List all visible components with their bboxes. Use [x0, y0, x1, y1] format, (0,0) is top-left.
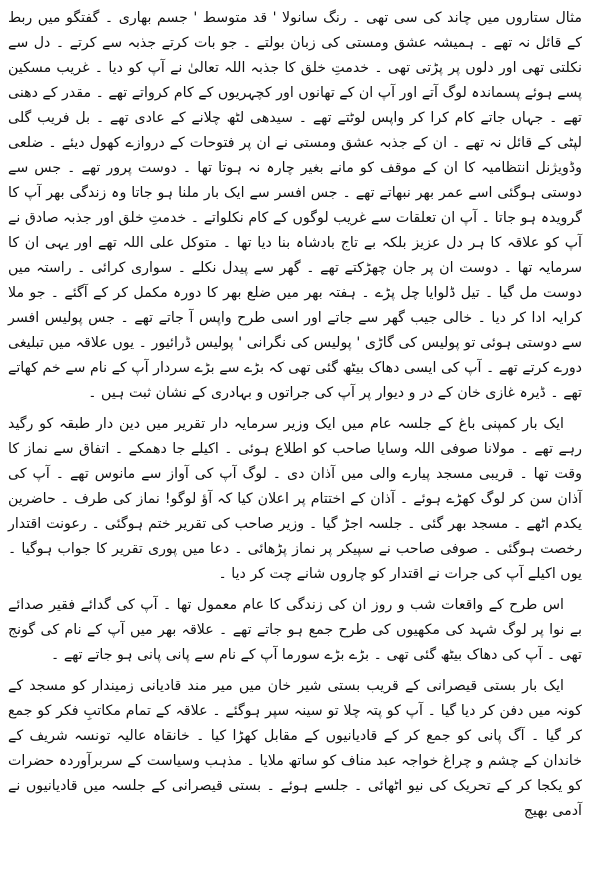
paragraph-2: ایک بار کمپنی باغ کے جلسہ عام میں ایک وزیر سرمایہ دار تقریر میں دین دار طبقہ کو رگید رہے تھے ۔ مولانا صوفی اللہ وسایا صاحب کو اطلاع ہوئی ۔ اکیلے جا دھمکے ۔ اتفاق سے نماز کا وقت تھا ۔ قریبی مسجد پیارے والی میں آذان دی ۔ لوگ آپ کی آواز سے مانوس تھے ۔ آپ کی آذان سن کر لوگ کھڑے ہوئے ۔ آذان کے اختتام پر اعلان کیا کہ آؤ لوگو! نماز کی طرف ۔ حاضرین یکدم اٹھے ۔ مسجد بھر گئی ۔ جلسہ اجڑ گیا ۔ وزیر صاحب کی تقریر ختم ہوگئی ۔ رعونت اقتدار رخصت ہوگئی ۔ صوفی صاحب نے سپیکر پر نماز پڑھائی ۔ دعا میں پوری تقریر کا جواب ہوگیا ۔ یوں اکیلے آپ کی جرات نے اقتدار کو چاروں شانے چت کر دیا ۔ — [8, 416, 582, 582]
paragraph-4: ایک بار بستی قیصرانی کے قریب بستی شیر خان میں میر مند قادیانی زمیندار کو مسجد کے کونہ میں دفن کر دیا گیا ۔ آپ کو پتہ چلا تو سینہ سپر ہوگئے ۔ علاقہ کے تمام مکاتبِ فکر کو جمع کر گیا ۔ آگ پانی کو جمع کر کے قادیانیوں کے مقابل کھڑا کیا ۔ خانقاہ عالیہ تونسہ شریف کے خاندان کے چشم و چراغ خواجہ عبد مناف کو ساتھ ملایا ۔ مذہب وسیاست کے سربرآوردہ حضرات کو یکجا کر کے تحریک کی نیو اٹھائی ۔ جلسے ہوئے ۔ بستی قیصرانی کے جلسہ میں قادیانیوں نے آدمی بھیج — [8, 678, 582, 819]
paragraph-3: اس طرح کے واقعات شب و روز ان کی زندگی کا عام معمول تھا ۔ آپ کی گدائے فقیر صدائے بے نوا پر لوگ شہد کی مکھیوں کی طرح جمع ہو جاتے تھے ۔ علاقہ بھر میں آپ کے نام کی گونج تھی ۔ آپ کی دھاک بیٹھ گئی تھی ۔ بڑے بڑے سورما آپ کے نام سے پانی پانی ہو جاتے تھے ۔ — [8, 597, 582, 663]
paragraph-1: مثال ستاروں میں چاند کی سی تھی ۔ رنگ سانولا ' قد متوسط ' جسم بھاری ۔ گفتگو میں ربط کے قائل نہ تھے ۔ ہمیشہ عشق ومستی کی زبان بولتے ۔ جو بات کرتے جذبہ سے کرتے ۔ دل سے نکلتی تھی اور دلوں پر پڑتی تھی ۔ خدمتِ خلق کا جذبہ اللہ تعالیٰ نے آپ کو دیا ۔ غریب مسکین پسے ہوئے پسماندہ لوگ آتے اور آپ ان کے تھانوں اور کچہریوں کے کام کرواتے تھے ۔ مقدر کے دھنی تھے ۔ جہاں جاتے کام کرا کر واپس لوٹتے تھے ۔ سیدھی لٹھ چلانے کے عادی تھے ۔ بل فریب گلی لپٹی کے قائل نہ تھے ۔ ان کے جذبہ عشق ومستی نے ان پر فتوحات کے دروازے کھول دیئے ۔ ضلعی وڈویژنل انتظامیہ کا ان کے موقف کو مانے بغیر چارہ نہ ہوتا تھا ۔ دوست پرور تھے ۔ جس سے دوستی ہوگئی اسے عمر بھر نبھاتے تھے ۔ جس افسر سے ایک بار ملنا ہو جاتا وہ زندگی بھر آپ کا گرویدہ ہو جاتا ۔ آپ ان تعلقات سے غریب لوگوں کے کام نکلواتے ۔ خدمتِ خلق اور جذبہ صادق نے آپ کو علاقہ کا ہر دل عزیز بلکہ بے تاج بادشاہ بنا دیا تھا ۔ متوکل علی اللہ تھے اور یہی ان کا سرمایہ تھا ۔ دوست ان پر جان چھڑکتے تھے ۔ گھر سے پیدل نکلے ۔ سواری کرائی ۔ راستہ میں دوست مل گیا ۔ تیل ڈلوایا چل پڑے ۔ ہفتہ بھر میں ضلع بھر کا دورہ مکمل کر کے آگئے ۔ جو ملا کرایہ ادا کر دیا ۔ خالی جیب گھر سے جاتے اور اسی طرح واپس آ جاتے تھے ۔ جس پولیس افسر سے دوستی ہوئی تو پولیس کی گاڑی ' پولیس کی نگرانی ' پولیس ڈرائیور ۔ یوں علاقہ میں تبلیغی دورے کرتے تھے ۔ آپ کی ایسی دھاک بیٹھ گئی تھی کہ بڑے سے بڑے سردار آپ کے نام سے خم کھاتے تھے ۔ ڈیرہ غازی خان کے در و دیوار پر آپ کی جراتوں و بہادری کے نشان ثبت ہیں ۔ — [8, 10, 582, 401]
